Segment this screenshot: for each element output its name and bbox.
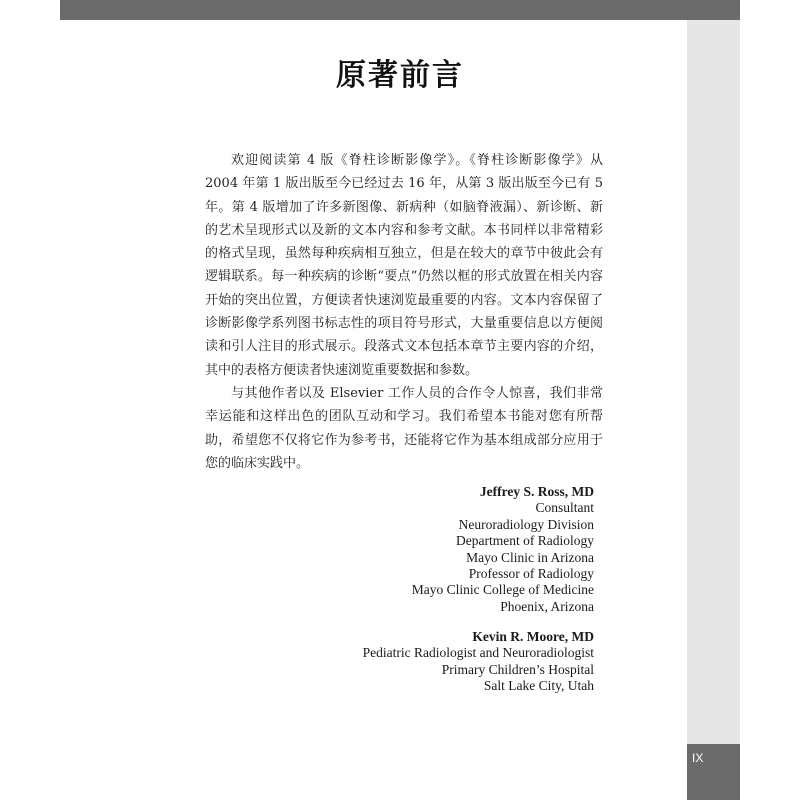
side-strip: [687, 20, 740, 800]
author-affiliation-line: Consultant: [535, 500, 594, 516]
author-affiliation-line: Pediatric Radiologist and Neuroradiologist: [362, 645, 594, 661]
paragraph-2: 与其他作者以及 Elsevier 工作人员的合作令人惊喜，我们非常幸运能和这样出色的团队互动和学习。我们希望本书能对您有所帮助，希望您不仅将它作为参考书，还能将它作为基本组成部分应用于您的临床实践中。: [205, 385, 603, 471]
preface-body: [205, 149, 603, 475]
page-title: 原著前言: [336, 58, 464, 93]
author-affiliation-line: Professor of Radiology: [468, 566, 594, 582]
author-name: Kevin R. Moore, MD: [472, 629, 594, 644]
author-affiliation-line: Neuroradiology Division: [458, 516, 594, 532]
paragraph-1: 欢迎阅读第 4 版《脊柱诊断影像学》。《脊柱诊断影像学》从 2004 年第 1 版出版至今已经过去 16 年，从第 3 版出版至今已有 5 年。第 4 版增加了许多新图像、新病种（如脑脊液漏）、新诊断、新的艺术呈现形式以及新的文本内容和参考文献。本书同样以非常精彩的格式呈现，虽然每种疾病相互独立，但是在较大的章节中彼此会有逻辑联系。每一种疾病的诊断“要点”仍然以框的形式放置在相关内容开始的突出位置，方便读者快速浏览最重要的内容。文本内容保留了诊断影像学系列图书标志性的项目符号形式，大量重要信息以方便阅读和引人注目的形式展示。段落式文本包括本章节主要内容的介绍，其中的表格方便读者快速浏览重要数据和参数。: [205, 153, 603, 378]
author-affiliation-line: Department of Radiology: [456, 533, 594, 549]
author-signature-1: [412, 484, 594, 615]
author-name: Jeffrey S. Ross, MD: [479, 484, 594, 499]
author-signature-2: [363, 629, 594, 695]
page-number: IX: [692, 751, 704, 765]
author-affiliation-line: Primary Children’s Hospital: [441, 661, 594, 677]
author-affiliation-line: Mayo Clinic College of Medicine: [411, 582, 594, 598]
author-affiliation-line: Mayo Clinic in Arizona: [466, 549, 594, 565]
author-affiliation-line: Phoenix, Arizona: [500, 598, 594, 614]
page-number-tab: [687, 744, 740, 800]
top-band: [60, 0, 740, 20]
author-affiliation-line: Salt Lake City, Utah: [483, 678, 594, 694]
